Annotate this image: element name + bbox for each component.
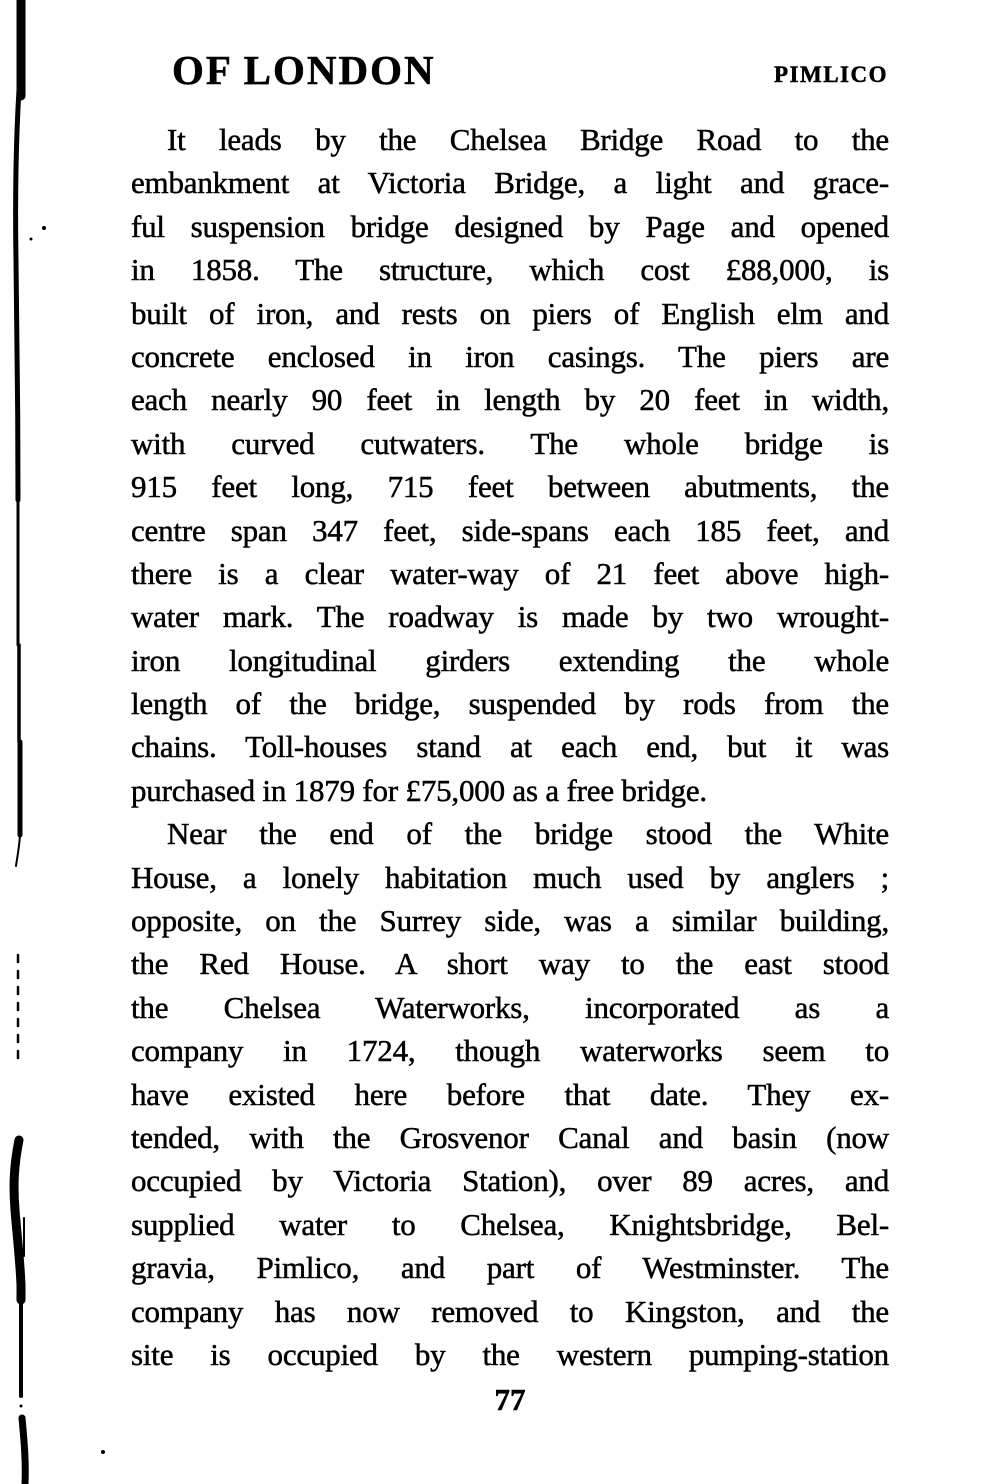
text-line: occupied by Victoria Station), over 89 acres, and [131, 1163, 889, 1199]
text-line: tended, with the Grosvenor Canal and basin (now [131, 1119, 889, 1155]
binding-edge-artifact [0, 0, 120, 1484]
text-line: centre span 347 feet, side-spans each 185 feet, and [131, 512, 889, 548]
text-line: the Chelsea Waterworks, incorporated as a [131, 989, 889, 1025]
text-line: purchased in 1879 for £75,000 as a free bridge. [131, 772, 707, 808]
text-line: with curved cutwaters. The whole bridge is [131, 425, 889, 461]
text-line: Near the end of the bridge stood the White [167, 816, 889, 852]
text-line: built of iron, and rests on piers of English elm and [131, 295, 889, 331]
page-number: 77 [494, 1382, 526, 1417]
text-line: ful suspension bridge designed by Page and opened [131, 208, 889, 244]
text-line: concrete enclosed in iron casings. The piers are [131, 338, 889, 374]
running-head: PIMLICO [774, 62, 888, 87]
text-line: embankment at Victoria Bridge, a light and grace- [131, 165, 889, 201]
page-heading: OF LONDON [172, 47, 436, 93]
body-text [131, 118, 889, 1376]
text-line: site is occupied by the western pumping-station [131, 1336, 889, 1372]
text-line: opposite, on the Surrey side, was a similar building, [131, 903, 889, 939]
text-line: water mark. The roadway is made by two wrought- [131, 599, 889, 635]
text-line: length of the bridge, suspended by rods from the [131, 686, 889, 722]
text-line: each nearly 90 feet in length by 20 feet in width, [131, 382, 889, 418]
text-line: there is a clear water-way of 21 feet above high- [131, 555, 889, 591]
text-line: It leads by the Chelsea Bridge Road to the [167, 122, 889, 157]
text-line: have existed here before that date. They ex- [131, 1076, 889, 1112]
text-line: chains. Toll-houses stand at each end, but it was [131, 729, 889, 765]
text-line: supplied water to Chelsea, Knightsbridge, Bel- [131, 1206, 889, 1242]
text-line: company in 1724, though waterworks seem to [131, 1033, 889, 1069]
text-line: House, a lonely habitation much used by anglers ; [131, 859, 889, 895]
text-line: in 1858. The structure, which cost £88,000, is [131, 252, 889, 288]
text-line: gravia, Pimlico, and part of Westminster. The [131, 1250, 889, 1286]
text-line: 915 feet long, 715 feet between abutments, the [131, 469, 889, 505]
text-line: company has now removed to Kingston, and the [131, 1293, 889, 1329]
text-line: the Red House. A short way to the east stood [131, 946, 889, 982]
text-line: iron longitudinal girders extending the whole [131, 642, 889, 678]
